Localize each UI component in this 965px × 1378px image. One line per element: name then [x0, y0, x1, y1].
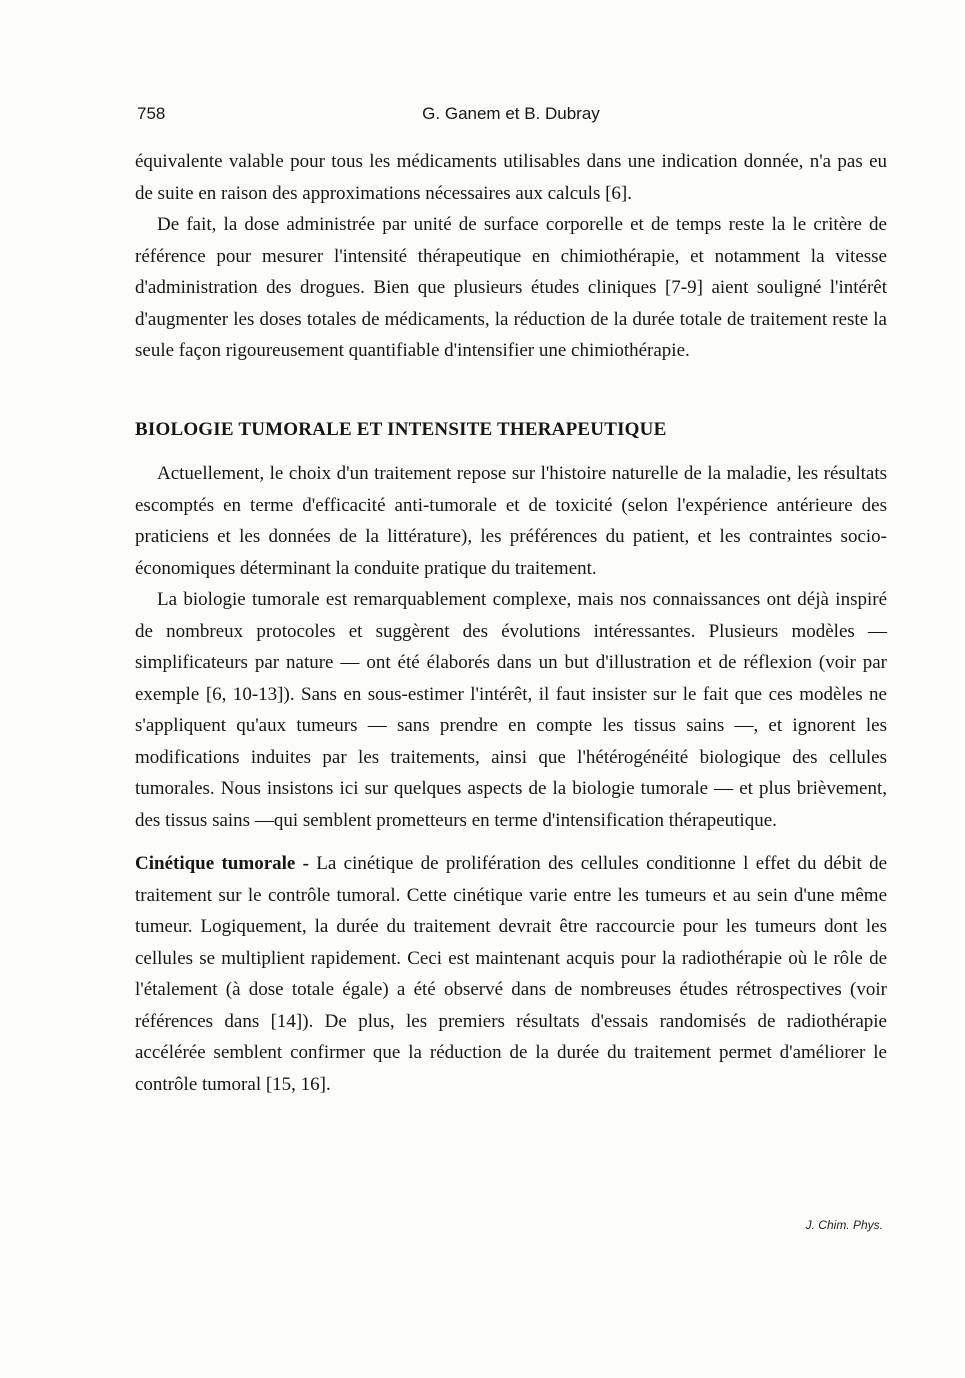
article-body	[135, 146, 887, 1100]
cinetique-runin-heading: Cinétique tumorale -	[135, 853, 309, 874]
cinetique-paragraph-text: La cinétique de prolifération des cellules conditionne l effet du débit de traitement sur le contrôle tumoral. Cette cinétique varie entre les tumeurs et au sein d'une même tumeur. Logiquement, la durée du traitement devrait être raccourcie pour les tumeurs dont les cellules se multiplient rapidement. Ceci est maintenant acquis pour la radiothérapie où le rôle de l'étalement (à dose totale égale) a été observé dans de nombreuses études rétrospectives (voir références dans [14]). De plus, les premiers résultats d'essais randomisés de radiothérapie accélérée semblent confirmer que la réduction de la durée du traitement permet d'améliorer le contrôle tumoral [15, 16].	[135, 853, 887, 1095]
paragraph-continuation: équivalente valable pour tous les médicaments utilisables dans une indication donnée, n'a pas eu de suite en raison des approximations nécessaires aux calculs [6].	[135, 151, 887, 204]
section-heading-biologie-tumorale: BIOLOGIE TUMORALE ET INTENSITE THERAPEUTIQUE	[135, 418, 667, 440]
journal-footer: J. Chim. Phys.	[805, 1218, 883, 1232]
page-number: 758	[137, 104, 166, 123]
paragraph-dose-intensity: De fait, la dose administrée par unité de surface corporelle et de temps reste la le critère de référence pour mesurer l'intensité thérapeutique en chimiothérapie, et notamment la vitesse d'administration des drogues. Bien que plusieurs études cliniques [7-9] aient souligné l'intérêt d'augmenter les doses totales de médicaments, la réduction de la durée totale de traitement reste la seule façon rigoureusement quantifiable d'intensifier une chimiothérapie.	[135, 214, 887, 361]
running-header	[135, 104, 887, 124]
paragraph-actuellement: Actuellement, le choix d'un traitement repose sur l'histoire naturelle de la maladie, les résultats escomptés en terme d'efficacité anti-tumorale et de toxicité (selon l'expérience antérieure des praticiens et les données de la littérature), les préférences du patient, et les contraintes socio-économiques déterminant la conduite pratique du traitement.	[135, 463, 887, 579]
running-head-authors: G. Ganem et B. Dubray	[422, 104, 600, 123]
paragraph-cinetique-tumorale	[135, 848, 887, 1100]
paragraph-biologie-tumorale: La biologie tumorale est remarquablement complexe, mais nos connaissances ont déjà inspiré de nombreux protocoles et suggèrent des évolutions intéressantes. Plusieurs modèles — simplificateurs par nature — ont été élaborés dans un but d'illustration et de réflexion (voir par exemple [6, 10-13]). Sans en sous-estimer l'intérêt, il faut insister sur le fait que ces modèles ne s'appliquent qu'aux tumeurs — sans prendre en compte les tissus sains —, et ignorent les modifications induites par les traitements, ainsi que l'hétérogénéité biologique des cellules tumorales. Nous insistons ici sur quelques aspects de la biologie tumorale — et plus brièvement, des tissus sains —qui semblent prometteurs en terme d'intensification thérapeutique.	[135, 589, 887, 831]
